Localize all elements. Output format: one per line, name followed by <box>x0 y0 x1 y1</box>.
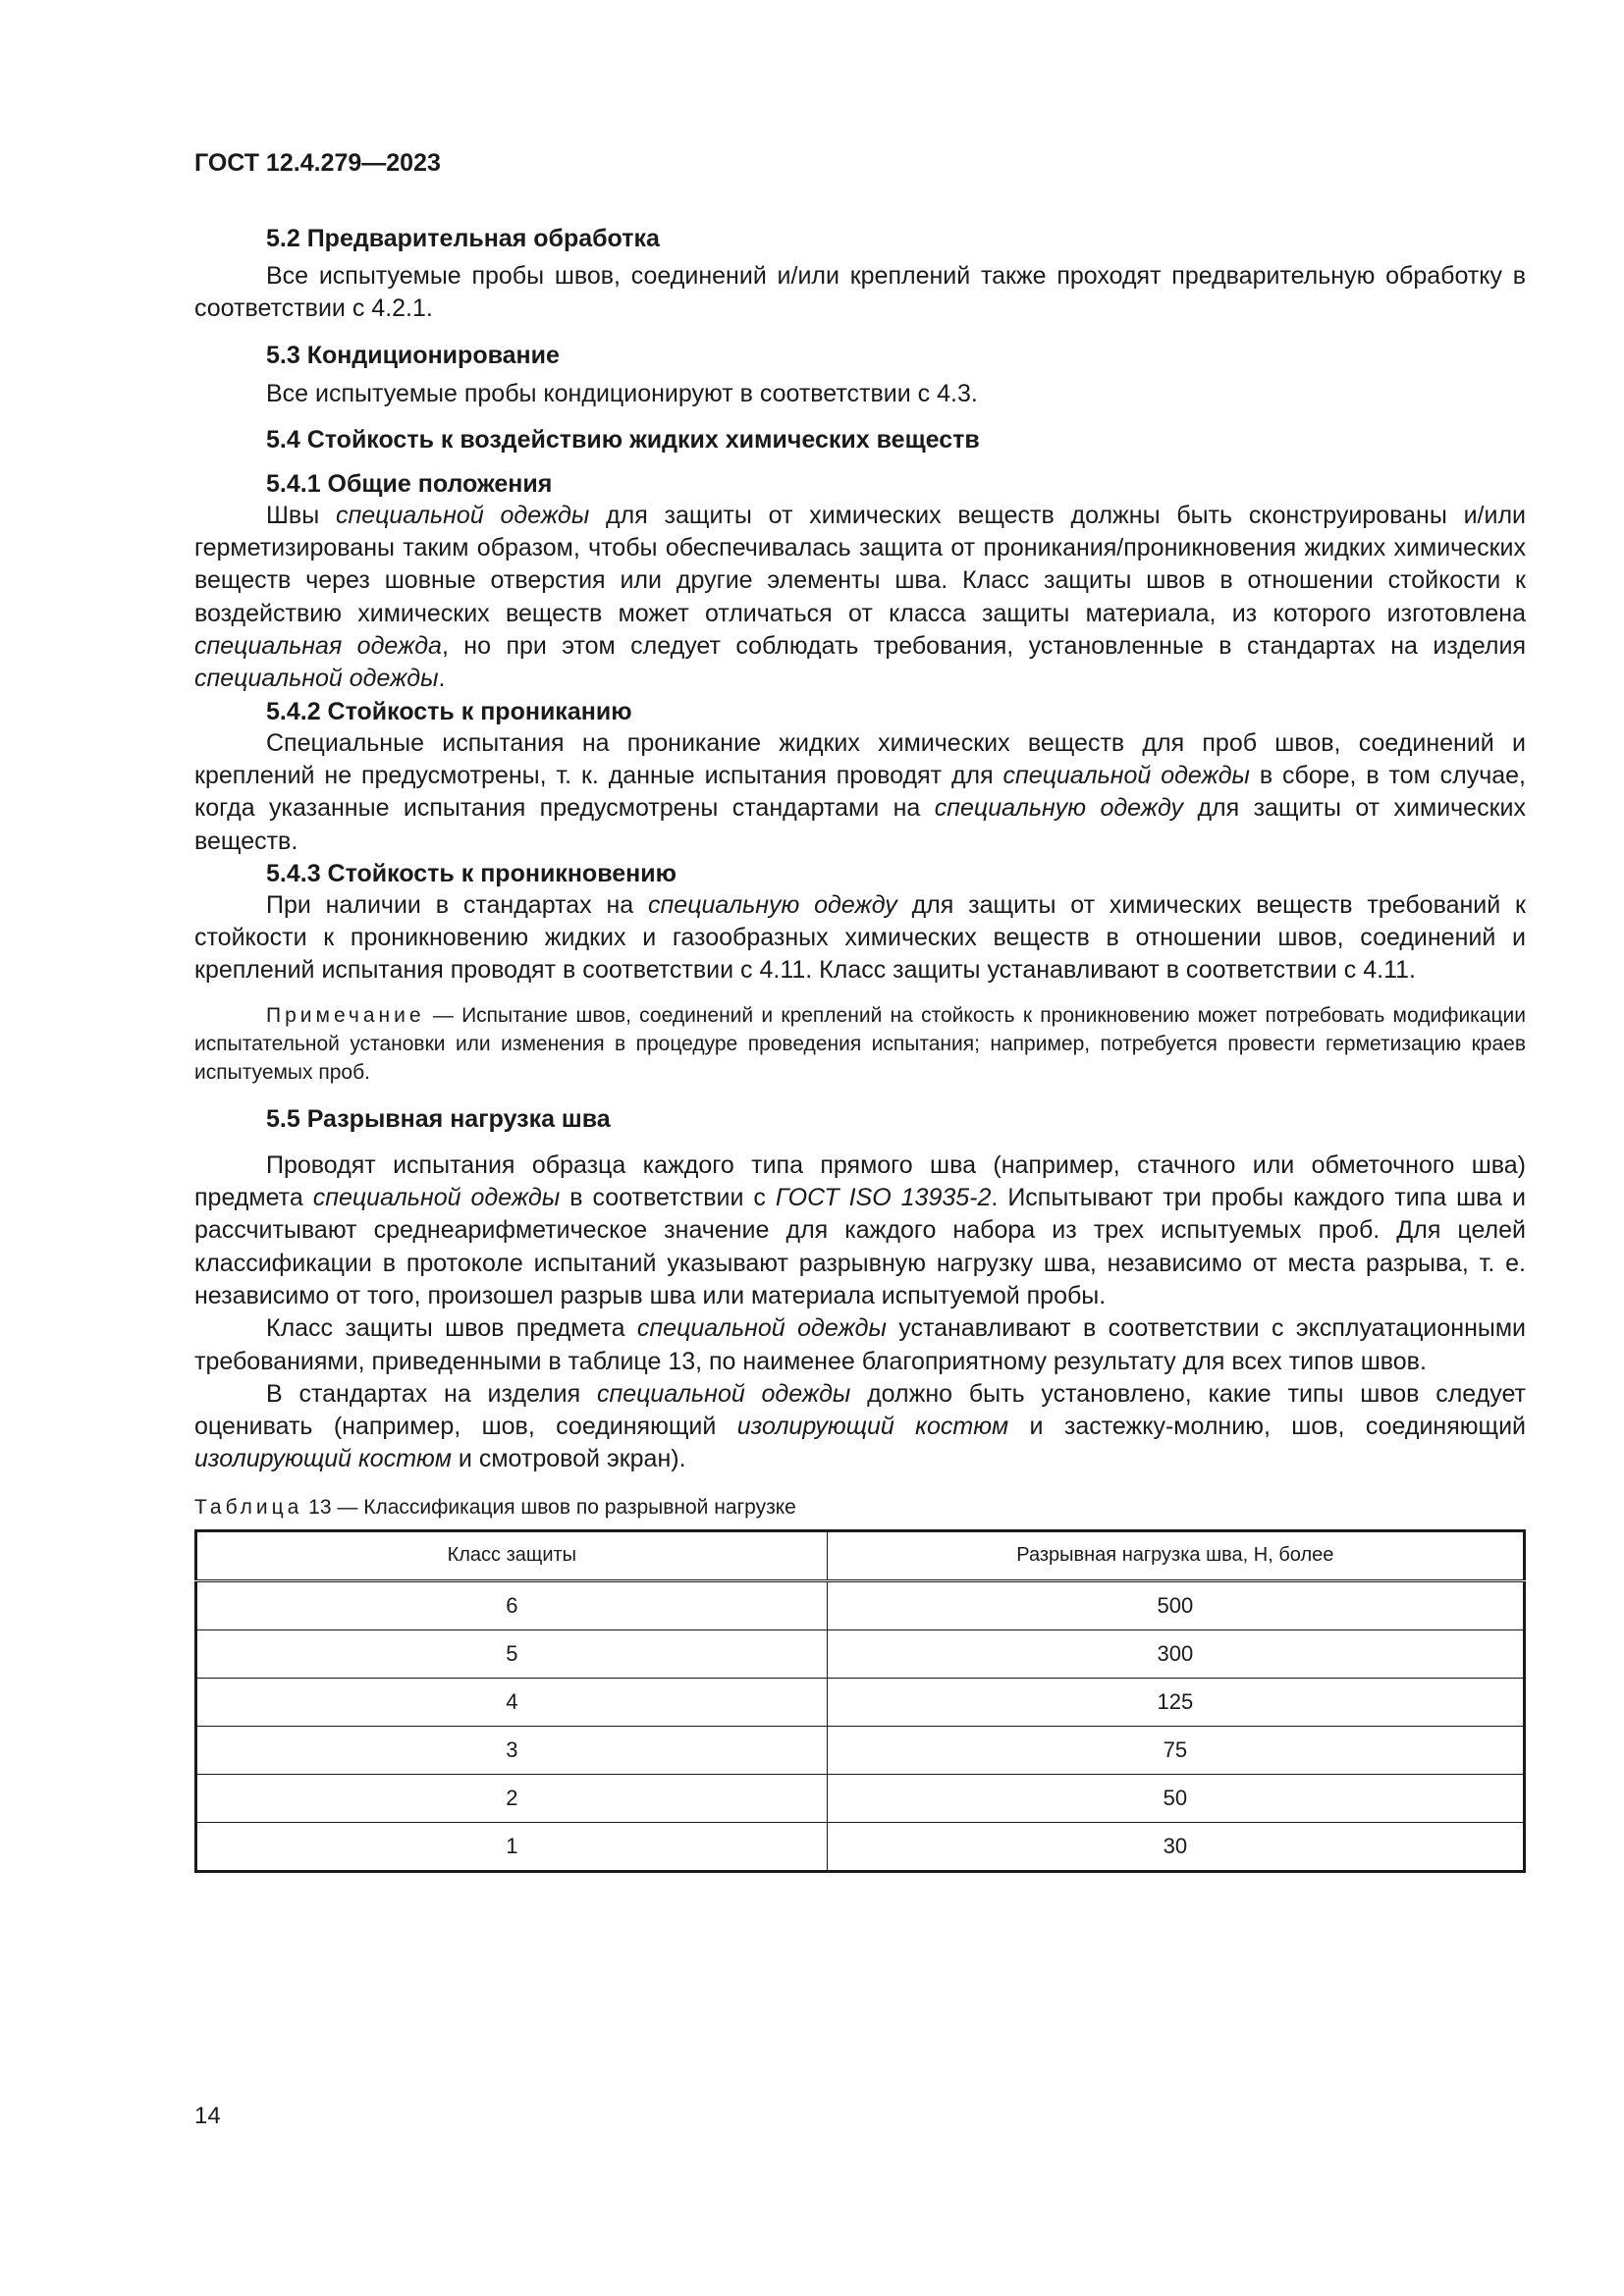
table-header-row <box>196 1530 1525 1580</box>
section-5-3-heading: 5.3 Кондиционирование <box>266 341 560 369</box>
section-5-4-3-text: При наличии в стандартах на специальную одежду для защиты от химических веществ требований к стойкости к проникновению жидких и газообразных химических веществ в отношении швов, соединений и креплений испытания проводят в соответствии с 4.11. Класс защиты устанавливают в соответствии с 4.11. <box>194 890 1526 985</box>
load-cell: 75 <box>827 1726 1524 1774</box>
class-cell: 2 <box>196 1774 828 1822</box>
section-5-4-2-text: Специальные испытания на проникание жидких химических веществ для проб швов, соединений и креплений не предусмотрены, т. к. данные испытания проводят для специальной одежды в сборе, в том случае, когда указанные испытания предусмотрены стандартами на специальную одежду для защиты от химических веществ. <box>194 728 1526 855</box>
section-5-5-para-1: Проводят испытания образца каждого типа прямого шва (например, стачного или обметочного шва) предмета специальной одежды в соответствии с ГОСТ ISO 13935-2. Испытывают три пробы каждого типа шва и рассчитывают среднеарифметическое значение для каждого набора из трех испытуемых проб. Для целей классификации в протоколе испытаний указывают разрывную нагрузку шва, независимо от места разрыва, т. е. независимо от того, произошел разрыв шва или материала испытуемой пробы. <box>194 1150 1527 1309</box>
class-cell: 4 <box>196 1678 828 1726</box>
section-5-2-heading: 5.2 Предварительная обработка <box>266 225 660 252</box>
section-5-4-3-heading: 5.4.3 Стойкость к проникновению <box>266 859 677 887</box>
load-cell: 50 <box>827 1774 1524 1822</box>
section-5-5-para-3: В стандартах на изделия специальной одежды должно быть установлено, какие типы швов следует оценивать (например, шов, соединяющий изолирующий костюм и застежку-молнию, шов, соединяющий изолирующий костюм и смотровой экран). <box>194 1379 1527 1473</box>
section-5-5-heading: 5.5 Разрывная нагрузка шва <box>266 1104 611 1133</box>
section-5-3-text: Все испытуемые пробы кондиционируют в соответствии с 4.3. <box>266 379 978 407</box>
class-cell: 6 <box>196 1580 828 1629</box>
table-row <box>196 1580 1525 1629</box>
note-text: — Испытание швов, соединений и креплений на стойкость к проникновению может потребовать модификации испытательной установки или изменения в процедуре проведения испытания; например, потребуется провести герметизацию краев испытуемых проб. <box>194 1003 1526 1084</box>
table-caption <box>194 1494 1526 1522</box>
table-caption-text: 13 — Классификация швов по разрывной нагрузке <box>302 1495 796 1519</box>
classification-table <box>194 1529 1526 1873</box>
load-cell: 30 <box>827 1822 1524 1871</box>
note <box>194 1001 1526 1087</box>
table-row <box>196 1822 1525 1871</box>
section-5-4-heading: 5.4 Стойкость к воздействию жидких химических веществ <box>266 425 980 454</box>
table-caption-label: Таблица <box>194 1495 303 1519</box>
class-cell: 5 <box>196 1629 828 1678</box>
table-row <box>196 1726 1525 1774</box>
section-5-2-text: Все испытуемые пробы швов, соединений и/или креплений также проходят предварительную обработку в соответствии с 4.2.1. <box>194 262 1526 323</box>
table-row <box>196 1629 1525 1678</box>
section-5-4-1-text: Швы специальной одежды для защиты от химических веществ должны быть сконструированы и/или герметизированы таким образом, чтобы обеспечивалась защита от проникания/проникновения жидких химических веществ через шовные отверстия или другие элементы шва. Класс защиты швов в отношении стойкости к воздействию химических веществ может отличаться от класса защиты материала, из которого изготовлена специальная одежда, но при этом следует соблюдать требования, установленные в стандартах на изделия специальной одежды. <box>194 501 1527 693</box>
load-cell: 125 <box>827 1678 1524 1726</box>
table-row <box>196 1774 1525 1822</box>
class-cell: 3 <box>196 1726 828 1774</box>
note-label: Примечание <box>266 1003 425 1027</box>
load-cell: 500 <box>827 1580 1524 1629</box>
document-header: ГОСТ 12.4.279—2023 <box>194 149 441 177</box>
section-5-4-1-heading: 5.4.1 Общие положения <box>266 469 553 498</box>
page-number: 14 <box>194 2103 221 2129</box>
load-cell: 300 <box>827 1629 1524 1678</box>
table-row <box>196 1678 1525 1726</box>
section-5-5-para-2: Класс защиты швов предмета специальной одежды устанавливают в соответствии с эксплуатационными требованиями, приведенными в таблице 13, по наименее благоприятному результату для всех типов швов. <box>194 1314 1527 1375</box>
class-cell: 1 <box>196 1822 828 1871</box>
page-content <box>194 222 1526 1873</box>
column-header-class: Класс защиты <box>196 1530 828 1580</box>
section-5-4-2-heading: 5.4.2 Стойкость к прониканию <box>266 697 632 725</box>
column-header-load: Разрывная нагрузка шва, Н, более <box>827 1530 1524 1580</box>
